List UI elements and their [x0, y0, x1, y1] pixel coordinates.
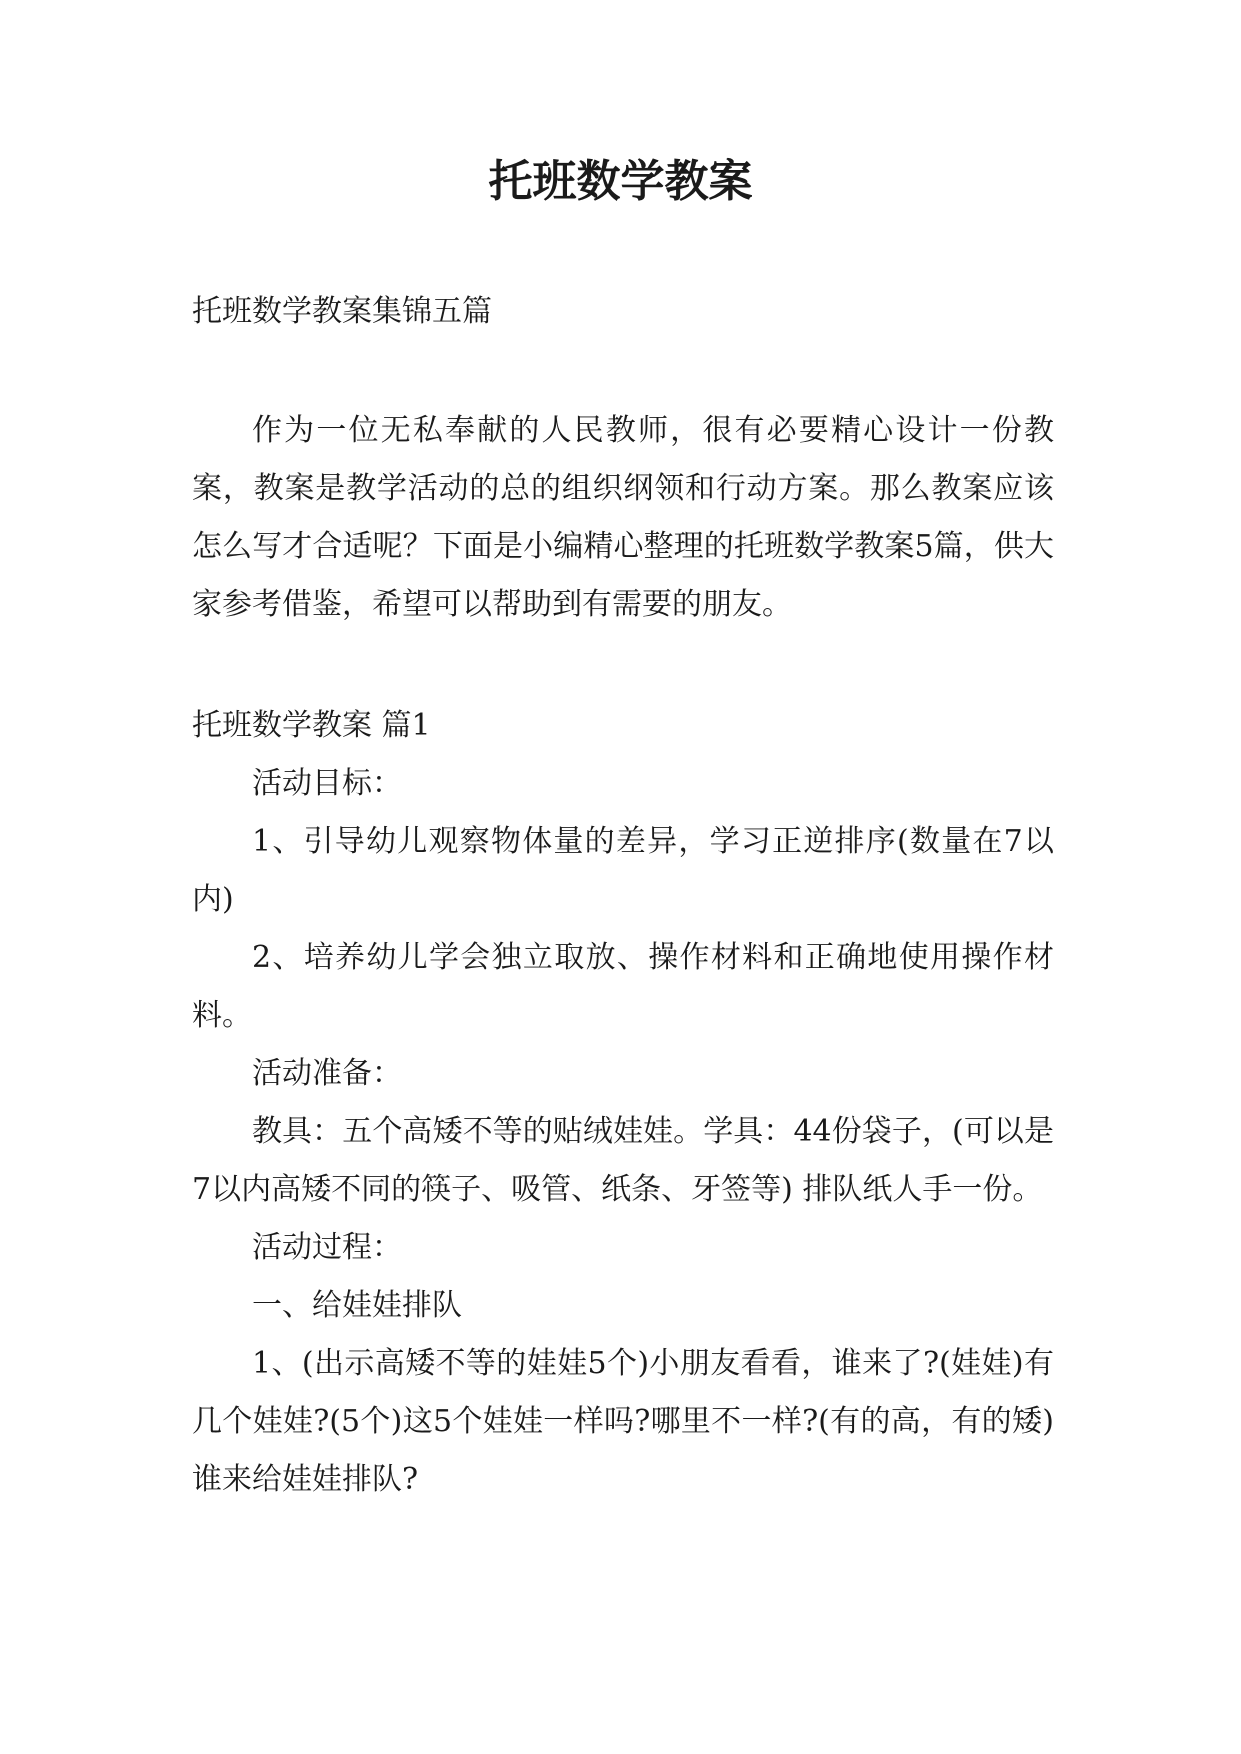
process-step-1: 1、(出示高矮不等的娃娃5个)小朋友看看，谁来了?(娃娃)有几个娃娃?(5个)这5个娃娃一样吗?哪里不一样?(有的高，有的矮)谁来给娃娃排队?: [192, 1346, 1054, 1497]
process-heading: 活动过程：: [252, 1230, 402, 1265]
document-title: 托班数学教案: [488, 156, 753, 207]
process-step-heading: 一、给娃娃排队: [252, 1288, 462, 1323]
objective-heading: 活动目标：: [252, 766, 402, 801]
document-subtitle: 托班数学教案集锦五篇: [192, 294, 492, 329]
intro-block: [192, 402, 1054, 634]
objective-item-2: 2、培养幼儿学会独立取放、操作材料和正确地使用操作材料。: [192, 940, 1054, 1033]
section-heading: 托班数学教案 篇1: [192, 708, 431, 743]
preparation-heading: 活动准备：: [252, 1056, 402, 1091]
preparation-text: 教具：五个高矮不等的贴绒娃娃。学具：44份袋子，(可以是7以内高矮不同的筷子、吸管、纸条、牙签等) 排队纸人手一份。: [192, 1114, 1054, 1207]
intro-paragraph: 作为一位无私奉献的人民教师，很有必要精心设计一份教案，教案是教学活动的总的组织纲领和行动方案。那么教案应该怎么写才合适呢？下面是小编精心整理的托班数学教案5篇，供大家参考借鉴，希望可以帮助到有需要的朋友。: [192, 413, 1054, 622]
objective-item-1: 1、引导幼儿观察物体量的差异，学习正逆排序(数量在7以内): [192, 824, 1054, 917]
section-1: [192, 697, 1054, 1509]
